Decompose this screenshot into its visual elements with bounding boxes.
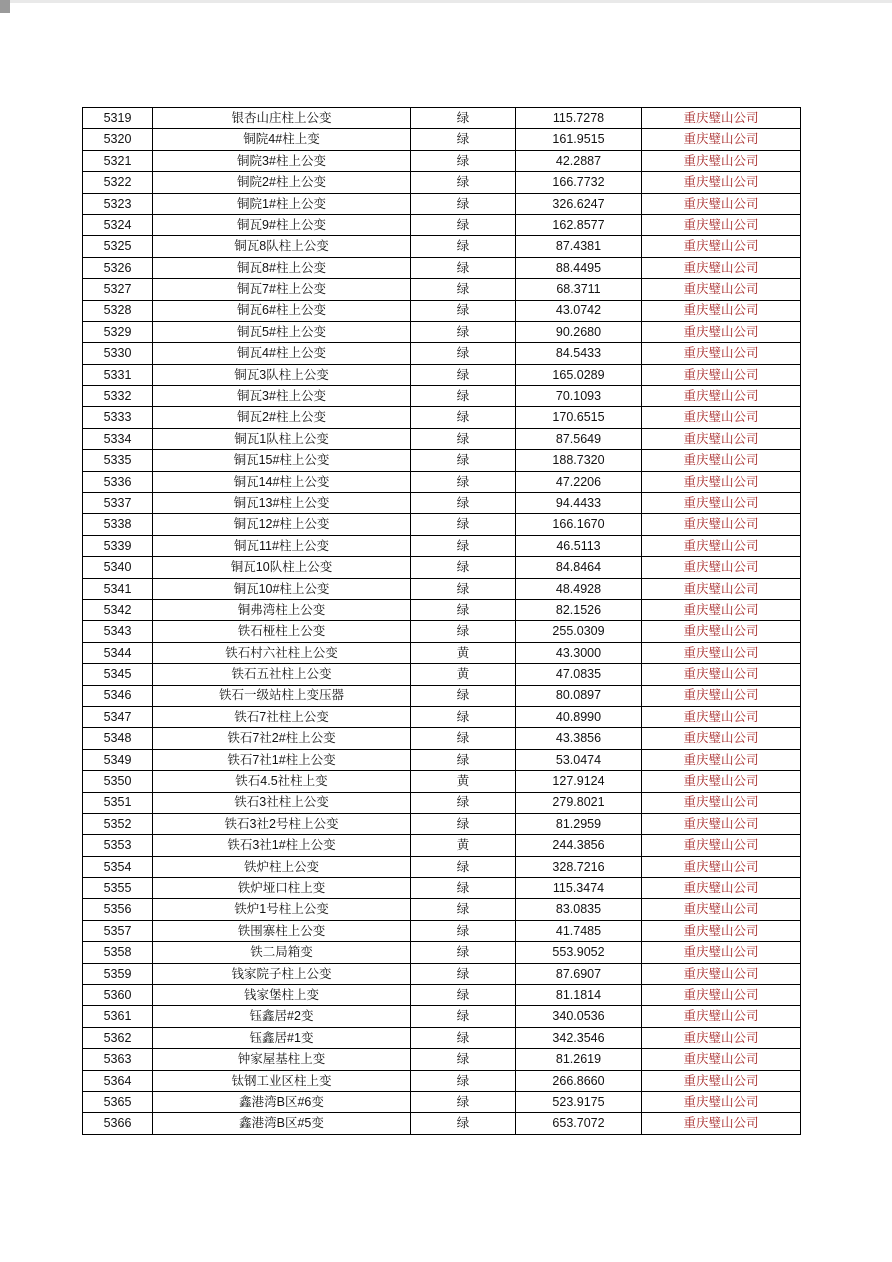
device-name-cell: 铁石3社2号柱上公变 xyxy=(153,813,411,834)
value-cell: 166.7732 xyxy=(516,172,642,193)
table-row xyxy=(83,172,801,193)
company-cell: 重庆璧山公司 xyxy=(642,685,801,706)
table-row xyxy=(83,835,801,856)
company-cell: 重庆璧山公司 xyxy=(642,257,801,278)
company-cell: 重庆璧山公司 xyxy=(642,1091,801,1112)
row-id-cell: 5346 xyxy=(83,685,153,706)
device-name-cell: 铜瓦12#柱上公变 xyxy=(153,514,411,535)
value-cell: 43.0742 xyxy=(516,300,642,321)
device-name-cell: 铜瓦4#柱上公变 xyxy=(153,343,411,364)
row-id-cell: 5340 xyxy=(83,557,153,578)
device-name-cell: 铁炉垭口柱上变 xyxy=(153,878,411,899)
row-id-cell: 5351 xyxy=(83,792,153,813)
device-name-cell: 铁石3社1#柱上公变 xyxy=(153,835,411,856)
company-cell: 重庆璧山公司 xyxy=(642,535,801,556)
table-row xyxy=(83,878,801,899)
company-cell: 重庆璧山公司 xyxy=(642,214,801,235)
table-row xyxy=(83,599,801,620)
table-row xyxy=(83,942,801,963)
table-row xyxy=(83,621,801,642)
row-id-cell: 5326 xyxy=(83,257,153,278)
value-cell: 87.6907 xyxy=(516,963,642,984)
value-cell: 87.5649 xyxy=(516,428,642,449)
table-row xyxy=(83,963,801,984)
status-cell: 绿 xyxy=(411,535,516,556)
status-cell: 绿 xyxy=(411,578,516,599)
company-cell: 重庆璧山公司 xyxy=(642,321,801,342)
table-row xyxy=(83,300,801,321)
status-cell: 绿 xyxy=(411,728,516,749)
value-cell: 523.9175 xyxy=(516,1091,642,1112)
value-cell: 244.3856 xyxy=(516,835,642,856)
company-cell: 重庆璧山公司 xyxy=(642,578,801,599)
row-id-cell: 5330 xyxy=(83,343,153,364)
status-cell: 绿 xyxy=(411,343,516,364)
company-cell: 重庆璧山公司 xyxy=(642,493,801,514)
device-name-cell: 铜弗湾柱上公变 xyxy=(153,599,411,620)
row-id-cell: 5331 xyxy=(83,364,153,385)
device-name-cell: 铁围寨柱上公变 xyxy=(153,920,411,941)
company-cell: 重庆璧山公司 xyxy=(642,728,801,749)
company-cell: 重庆璧山公司 xyxy=(642,364,801,385)
table-row xyxy=(83,664,801,685)
value-cell: 43.3000 xyxy=(516,642,642,663)
status-cell: 绿 xyxy=(411,1027,516,1048)
device-name-cell: 铜瓦8队柱上公变 xyxy=(153,236,411,257)
status-cell: 绿 xyxy=(411,214,516,235)
table-row xyxy=(83,321,801,342)
company-cell: 重庆璧山公司 xyxy=(642,963,801,984)
value-cell: 127.9124 xyxy=(516,771,642,792)
status-cell: 黄 xyxy=(411,642,516,663)
value-cell: 188.7320 xyxy=(516,450,642,471)
status-cell: 绿 xyxy=(411,856,516,877)
row-id-cell: 5343 xyxy=(83,621,153,642)
table-row xyxy=(83,1113,801,1134)
status-cell: 绿 xyxy=(411,428,516,449)
row-id-cell: 5342 xyxy=(83,599,153,620)
company-cell: 重庆璧山公司 xyxy=(642,985,801,1006)
company-cell: 重庆璧山公司 xyxy=(642,428,801,449)
status-cell: 绿 xyxy=(411,450,516,471)
row-id-cell: 5322 xyxy=(83,172,153,193)
row-id-cell: 5338 xyxy=(83,514,153,535)
company-cell: 重庆璧山公司 xyxy=(642,386,801,407)
company-cell: 重庆璧山公司 xyxy=(642,150,801,171)
device-name-cell: 铁石桠柱上公变 xyxy=(153,621,411,642)
row-id-cell: 5349 xyxy=(83,749,153,770)
row-id-cell: 5337 xyxy=(83,493,153,514)
row-id-cell: 5335 xyxy=(83,450,153,471)
table-row xyxy=(83,685,801,706)
table-row xyxy=(83,1049,801,1070)
device-name-cell: 铁石3社柱上公变 xyxy=(153,792,411,813)
company-cell: 重庆璧山公司 xyxy=(642,471,801,492)
row-id-cell: 5350 xyxy=(83,771,153,792)
table-row xyxy=(83,749,801,770)
table-row xyxy=(83,407,801,428)
value-cell: 553.9052 xyxy=(516,942,642,963)
value-cell: 279.8021 xyxy=(516,792,642,813)
status-cell: 绿 xyxy=(411,321,516,342)
company-cell: 重庆璧山公司 xyxy=(642,792,801,813)
status-cell: 绿 xyxy=(411,193,516,214)
row-id-cell: 5359 xyxy=(83,963,153,984)
company-cell: 重庆璧山公司 xyxy=(642,1049,801,1070)
company-cell: 重庆璧山公司 xyxy=(642,450,801,471)
value-cell: 80.0897 xyxy=(516,685,642,706)
value-cell: 326.6247 xyxy=(516,193,642,214)
row-id-cell: 5320 xyxy=(83,129,153,150)
row-id-cell: 5334 xyxy=(83,428,153,449)
value-cell: 115.3474 xyxy=(516,878,642,899)
company-cell: 重庆璧山公司 xyxy=(642,664,801,685)
company-cell: 重庆璧山公司 xyxy=(642,856,801,877)
company-cell: 重庆璧山公司 xyxy=(642,300,801,321)
status-cell: 绿 xyxy=(411,407,516,428)
device-name-cell: 铜瓦10#柱上公变 xyxy=(153,578,411,599)
company-cell: 重庆璧山公司 xyxy=(642,279,801,300)
value-cell: 166.1670 xyxy=(516,514,642,535)
table-row xyxy=(83,108,801,129)
company-cell: 重庆璧山公司 xyxy=(642,193,801,214)
table-row xyxy=(83,920,801,941)
company-cell: 重庆璧山公司 xyxy=(642,771,801,792)
table-row xyxy=(83,343,801,364)
value-cell: 88.4495 xyxy=(516,257,642,278)
device-name-cell: 铜瓦5#柱上公变 xyxy=(153,321,411,342)
device-name-cell: 铜瓦8#柱上公变 xyxy=(153,257,411,278)
row-id-cell: 5360 xyxy=(83,985,153,1006)
value-cell: 328.7216 xyxy=(516,856,642,877)
row-id-cell: 5327 xyxy=(83,279,153,300)
table-row xyxy=(83,1027,801,1048)
device-name-cell: 鑫港湾B区#6变 xyxy=(153,1091,411,1112)
table-row xyxy=(83,856,801,877)
row-id-cell: 5352 xyxy=(83,813,153,834)
status-cell: 绿 xyxy=(411,920,516,941)
status-cell: 绿 xyxy=(411,1049,516,1070)
table-row xyxy=(83,1006,801,1027)
status-cell: 绿 xyxy=(411,236,516,257)
row-id-cell: 5353 xyxy=(83,835,153,856)
device-name-cell: 铜瓦7#柱上公变 xyxy=(153,279,411,300)
value-cell: 340.0536 xyxy=(516,1006,642,1027)
value-cell: 653.7072 xyxy=(516,1113,642,1134)
company-cell: 重庆璧山公司 xyxy=(642,1006,801,1027)
company-cell: 重庆璧山公司 xyxy=(642,942,801,963)
row-id-cell: 5325 xyxy=(83,236,153,257)
company-cell: 重庆璧山公司 xyxy=(642,599,801,620)
company-cell: 重庆璧山公司 xyxy=(642,1070,801,1091)
table-row xyxy=(83,193,801,214)
table-row xyxy=(83,279,801,300)
row-id-cell: 5354 xyxy=(83,856,153,877)
device-name-cell: 铁炉1号柱上公变 xyxy=(153,899,411,920)
device-name-cell: 鑫港湾B区#5变 xyxy=(153,1113,411,1134)
device-name-cell: 铜瓦15#柱上公变 xyxy=(153,450,411,471)
company-cell: 重庆璧山公司 xyxy=(642,899,801,920)
status-cell: 绿 xyxy=(411,792,516,813)
device-name-cell: 钱家堡柱上变 xyxy=(153,985,411,1006)
status-cell: 绿 xyxy=(411,108,516,129)
value-cell: 342.3546 xyxy=(516,1027,642,1048)
company-cell: 重庆璧山公司 xyxy=(642,172,801,193)
device-name-cell: 铜瓦3队柱上公变 xyxy=(153,364,411,385)
status-cell: 绿 xyxy=(411,899,516,920)
device-name-cell: 钟家屋基柱上变 xyxy=(153,1049,411,1070)
company-cell: 重庆璧山公司 xyxy=(642,920,801,941)
status-cell: 绿 xyxy=(411,471,516,492)
row-id-cell: 5347 xyxy=(83,706,153,727)
value-cell: 165.0289 xyxy=(516,364,642,385)
device-name-cell: 银杏山庄柱上公变 xyxy=(153,108,411,129)
value-cell: 43.3856 xyxy=(516,728,642,749)
row-id-cell: 5361 xyxy=(83,1006,153,1027)
table-row xyxy=(83,236,801,257)
transformer-table-body xyxy=(83,108,801,1135)
status-cell: 绿 xyxy=(411,963,516,984)
value-cell: 83.0835 xyxy=(516,899,642,920)
company-cell: 重庆璧山公司 xyxy=(642,557,801,578)
table-row xyxy=(83,557,801,578)
row-id-cell: 5363 xyxy=(83,1049,153,1070)
device-name-cell: 钰鑫居#1变 xyxy=(153,1027,411,1048)
value-cell: 68.3711 xyxy=(516,279,642,300)
status-cell: 黄 xyxy=(411,835,516,856)
table-row xyxy=(83,985,801,1006)
device-name-cell: 铁石7社1#柱上公变 xyxy=(153,749,411,770)
status-cell: 绿 xyxy=(411,1006,516,1027)
value-cell: 41.7485 xyxy=(516,920,642,941)
device-name-cell: 铜瓦2#柱上公变 xyxy=(153,407,411,428)
company-cell: 重庆璧山公司 xyxy=(642,343,801,364)
row-id-cell: 5357 xyxy=(83,920,153,941)
table-row xyxy=(83,364,801,385)
value-cell: 48.4928 xyxy=(516,578,642,599)
status-cell: 绿 xyxy=(411,813,516,834)
table-row xyxy=(83,792,801,813)
value-cell: 81.2959 xyxy=(516,813,642,834)
company-cell: 重庆璧山公司 xyxy=(642,835,801,856)
status-cell: 绿 xyxy=(411,279,516,300)
table-row xyxy=(83,728,801,749)
row-id-cell: 5324 xyxy=(83,214,153,235)
status-cell: 绿 xyxy=(411,1113,516,1134)
value-cell: 170.6515 xyxy=(516,407,642,428)
table-row xyxy=(83,214,801,235)
top-edge-strip xyxy=(0,0,892,3)
table-row xyxy=(83,1070,801,1091)
row-id-cell: 5364 xyxy=(83,1070,153,1091)
table-row xyxy=(83,813,801,834)
table-row xyxy=(83,493,801,514)
row-id-cell: 5348 xyxy=(83,728,153,749)
value-cell: 94.4433 xyxy=(516,493,642,514)
company-cell: 重庆璧山公司 xyxy=(642,236,801,257)
device-name-cell: 铁石7社2#柱上公变 xyxy=(153,728,411,749)
value-cell: 87.4381 xyxy=(516,236,642,257)
device-name-cell: 铁石7社柱上公变 xyxy=(153,706,411,727)
row-id-cell: 5358 xyxy=(83,942,153,963)
table-row xyxy=(83,257,801,278)
row-id-cell: 5339 xyxy=(83,535,153,556)
status-cell: 黄 xyxy=(411,771,516,792)
status-cell: 绿 xyxy=(411,257,516,278)
table-row xyxy=(83,471,801,492)
company-cell: 重庆璧山公司 xyxy=(642,706,801,727)
device-name-cell: 钛钢工业区柱上变 xyxy=(153,1070,411,1091)
table-row xyxy=(83,899,801,920)
device-name-cell: 铜瓦10队柱上公变 xyxy=(153,557,411,578)
company-cell: 重庆璧山公司 xyxy=(642,407,801,428)
device-name-cell: 铁石一级站柱上变压器 xyxy=(153,685,411,706)
device-name-cell: 铜瓦13#柱上公变 xyxy=(153,493,411,514)
device-name-cell: 铜瓦6#柱上公变 xyxy=(153,300,411,321)
row-id-cell: 5336 xyxy=(83,471,153,492)
status-cell: 绿 xyxy=(411,942,516,963)
device-name-cell: 铜瓦3#柱上公变 xyxy=(153,386,411,407)
table-row xyxy=(83,578,801,599)
value-cell: 255.0309 xyxy=(516,621,642,642)
row-id-cell: 5355 xyxy=(83,878,153,899)
status-cell: 绿 xyxy=(411,621,516,642)
table-row xyxy=(83,706,801,727)
company-cell: 重庆璧山公司 xyxy=(642,621,801,642)
table-row xyxy=(83,535,801,556)
company-cell: 重庆璧山公司 xyxy=(642,514,801,535)
row-id-cell: 5362 xyxy=(83,1027,153,1048)
status-cell: 绿 xyxy=(411,493,516,514)
status-cell: 绿 xyxy=(411,172,516,193)
table-row xyxy=(83,642,801,663)
value-cell: 46.5113 xyxy=(516,535,642,556)
device-name-cell: 铁石村六社柱上公变 xyxy=(153,642,411,663)
row-id-cell: 5341 xyxy=(83,578,153,599)
value-cell: 42.2887 xyxy=(516,150,642,171)
device-name-cell: 铜院2#柱上公变 xyxy=(153,172,411,193)
status-cell: 绿 xyxy=(411,985,516,1006)
status-cell: 绿 xyxy=(411,300,516,321)
company-cell: 重庆璧山公司 xyxy=(642,1113,801,1134)
row-id-cell: 5323 xyxy=(83,193,153,214)
status-cell: 绿 xyxy=(411,557,516,578)
company-cell: 重庆璧山公司 xyxy=(642,749,801,770)
status-cell: 绿 xyxy=(411,129,516,150)
value-cell: 266.8660 xyxy=(516,1070,642,1091)
row-id-cell: 5344 xyxy=(83,642,153,663)
device-name-cell: 铁石五社柱上公变 xyxy=(153,664,411,685)
row-id-cell: 5319 xyxy=(83,108,153,129)
value-cell: 84.5433 xyxy=(516,343,642,364)
device-name-cell: 铜院1#柱上公变 xyxy=(153,193,411,214)
value-cell: 161.9515 xyxy=(516,129,642,150)
device-name-cell: 铜瓦1队柱上公变 xyxy=(153,428,411,449)
device-name-cell: 铁炉柱上公变 xyxy=(153,856,411,877)
value-cell: 115.7278 xyxy=(516,108,642,129)
value-cell: 47.2206 xyxy=(516,471,642,492)
value-cell: 40.8990 xyxy=(516,706,642,727)
company-cell: 重庆璧山公司 xyxy=(642,108,801,129)
corner-artifact xyxy=(0,0,10,13)
device-name-cell: 铜院4#柱上变 xyxy=(153,129,411,150)
row-id-cell: 5321 xyxy=(83,150,153,171)
status-cell: 绿 xyxy=(411,150,516,171)
device-name-cell: 铜院3#柱上公变 xyxy=(153,150,411,171)
table-row xyxy=(83,771,801,792)
value-cell: 90.2680 xyxy=(516,321,642,342)
status-cell: 黄 xyxy=(411,664,516,685)
company-cell: 重庆璧山公司 xyxy=(642,129,801,150)
status-cell: 绿 xyxy=(411,1070,516,1091)
value-cell: 53.0474 xyxy=(516,749,642,770)
row-id-cell: 5356 xyxy=(83,899,153,920)
status-cell: 绿 xyxy=(411,599,516,620)
value-cell: 162.8577 xyxy=(516,214,642,235)
table-row xyxy=(83,450,801,471)
device-name-cell: 钰鑫居#2变 xyxy=(153,1006,411,1027)
row-id-cell: 5328 xyxy=(83,300,153,321)
row-id-cell: 5366 xyxy=(83,1113,153,1134)
status-cell: 绿 xyxy=(411,514,516,535)
company-cell: 重庆璧山公司 xyxy=(642,1027,801,1048)
value-cell: 70.1093 xyxy=(516,386,642,407)
status-cell: 绿 xyxy=(411,749,516,770)
table-row xyxy=(83,1091,801,1112)
company-cell: 重庆璧山公司 xyxy=(642,813,801,834)
device-name-cell: 铜瓦11#柱上公变 xyxy=(153,535,411,556)
row-id-cell: 5345 xyxy=(83,664,153,685)
value-cell: 81.2619 xyxy=(516,1049,642,1070)
company-cell: 重庆璧山公司 xyxy=(642,878,801,899)
device-name-cell: 钱家院子柱上公变 xyxy=(153,963,411,984)
row-id-cell: 5333 xyxy=(83,407,153,428)
table-row xyxy=(83,428,801,449)
transformer-table xyxy=(82,107,801,1135)
table-row xyxy=(83,514,801,535)
device-name-cell: 铜瓦14#柱上公变 xyxy=(153,471,411,492)
company-cell: 重庆璧山公司 xyxy=(642,642,801,663)
table-row xyxy=(83,129,801,150)
row-id-cell: 5332 xyxy=(83,386,153,407)
value-cell: 82.1526 xyxy=(516,599,642,620)
value-cell: 81.1814 xyxy=(516,985,642,1006)
status-cell: 绿 xyxy=(411,364,516,385)
status-cell: 绿 xyxy=(411,685,516,706)
status-cell: 绿 xyxy=(411,706,516,727)
row-id-cell: 5365 xyxy=(83,1091,153,1112)
status-cell: 绿 xyxy=(411,386,516,407)
device-name-cell: 铜瓦9#柱上公变 xyxy=(153,214,411,235)
status-cell: 绿 xyxy=(411,1091,516,1112)
value-cell: 84.8464 xyxy=(516,557,642,578)
table-row xyxy=(83,386,801,407)
row-id-cell: 5329 xyxy=(83,321,153,342)
status-cell: 绿 xyxy=(411,878,516,899)
device-name-cell: 铁二局箱变 xyxy=(153,942,411,963)
value-cell: 47.0835 xyxy=(516,664,642,685)
device-name-cell: 铁石4.5社柱上变 xyxy=(153,771,411,792)
table-row xyxy=(83,150,801,171)
